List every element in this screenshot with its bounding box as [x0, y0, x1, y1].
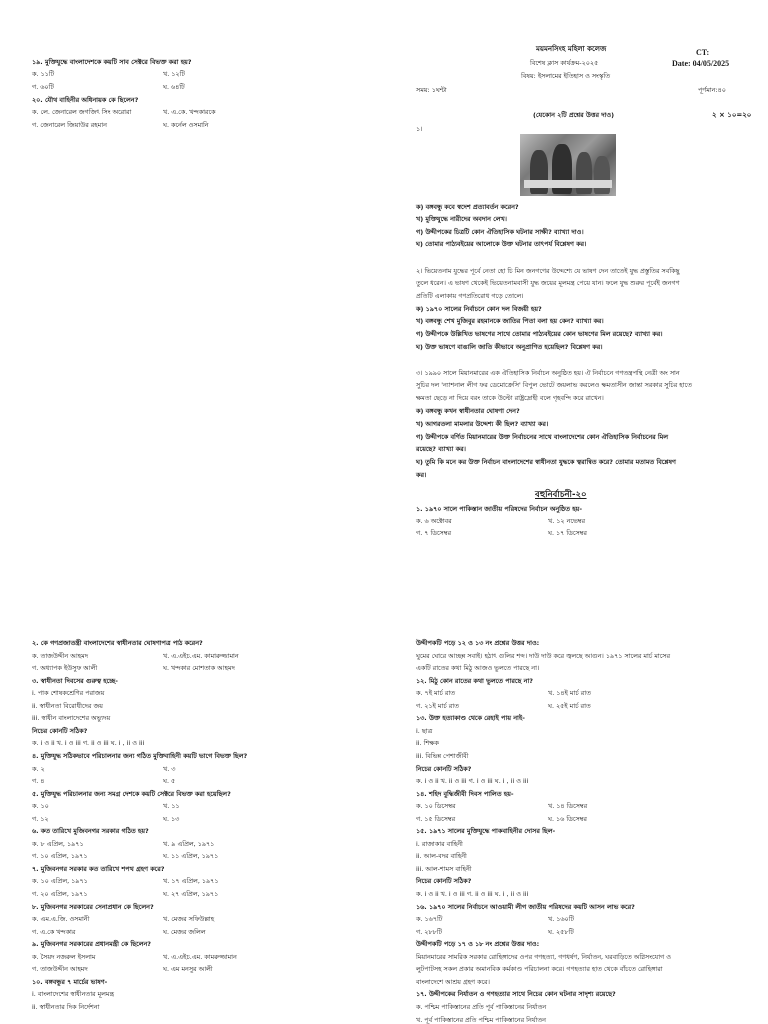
option-line: গ. ২০ এপ্রিল, ১৯৭১ [32, 890, 88, 898]
option-line: iii. বিভিন্ন পেশাজীবী [416, 751, 469, 760]
creative-q3-d-cont: কর। [416, 471, 427, 479]
option-line: iii. আল-শামস বাহিনী [416, 864, 472, 873]
creative-q2-b: খ) বঙ্গবন্ধু শেখ মুজিবুর রহমানকে জাতির পিতা বলা হয় কেন? ব্যাখ্যা কর। [416, 317, 604, 325]
option-line: ঘুমের ঘোরে আচ্ছন্ন সবাই। হঠাৎ গুলির শব্দ। দাউ দাউ করে জ্বলছে আগুন। ১৯৭১ সালের মার্চ মাসের [416, 651, 671, 660]
option-line: গ. এ.কে খন্দকার [32, 927, 76, 936]
option-line: ঘ. ১৩ [163, 814, 180, 823]
creative-q1-number: ১। [416, 125, 423, 133]
option-line: খ. ১৬০টি [548, 915, 575, 924]
creative-q2-stem-line: তুলে ধরেন। এ ভাষণ থেকেই ভিয়েতনামবাসী যুদ্ধ জয়ের মূলমন্ত্র পেয়ে যান। ফলে যুদ্ধ শুরুর পূর্বেই জনগণ [416, 279, 680, 287]
creative-q3-b: খ) আগরতলা মামলার উদ্দেশ্য কী ছিল? ব্যাখ্যা কর। [416, 420, 549, 428]
option-line: ক. ৮ এপ্রিল, ১৯৭১ [32, 839, 84, 848]
option-line: খ. ১১ [163, 802, 180, 811]
creative-q3-stem-line: সুচির দল 'ন্যাশনাল লীগ ফর ডেমোক্রেসি' বিপুল ভোটে জয়লাভ করলেও ক্ষমতাসীন জান্তা সরকার সুচির হাতে [416, 381, 692, 389]
option-line: খ. এ.এইচ.এম. কামরুজ্জামান [163, 952, 237, 961]
option-line: ক. এম.এ.জি. ওসমানী [32, 915, 90, 924]
subject-name: বিষয়: ইসলামের ইতিহাস ও সংস্কৃতি [521, 72, 611, 80]
ct-label: CT: [696, 48, 710, 57]
mcq-20-option-d: ঘ. কর্নেল ওসমানি [163, 121, 209, 129]
creative-q2-d: ঘ) উক্ত ভাষণে বাঙালি জাতি কীভাবে অনুপ্রাণিত হয়েছিল? বিশ্লেষণ কর। [416, 343, 603, 351]
option-line: iii. স্বাধীন বাংলাদেশের অভ্যুদয় [32, 714, 111, 723]
question-line: নিচের কোনটি সঠিক? [416, 764, 472, 773]
mcq-20-question: ২০. যৌথ বাহিনীর অধিনায়ক কে ছিলেন? [32, 96, 139, 104]
option-line: ঘ. ২৭ এপ্রিল, ১৯৭১ [163, 890, 219, 898]
creative-q2-a: ক) ১৯৭০ সালের নির্বাচনে কোন দল বিজয়ী হয়? [416, 305, 542, 313]
question-line: উদ্দীপকটি পড়ে ১৭ ও ১৮ নং প্রশ্নের উত্তর দাও: [416, 940, 540, 949]
option-line: গ. ২৮৮টি [416, 927, 443, 936]
option-line: ক. i ও ii খ. i ও iii গ. ii ও iii ঘ. i , ii ও iii [416, 890, 529, 898]
exam-time: সময়: ১ঘন্টা [416, 86, 447, 94]
option-line: ঘ. ২৫ই মার্চ রাত [548, 701, 591, 710]
option-line: খ. ১৪ ডিসেম্বর [548, 802, 588, 811]
question-line: ১০. বঙ্গবন্ধুর ৭ মার্চের ভাষণ- [32, 977, 108, 986]
bottom-right-mcq-column [416, 639, 761, 1024]
option-line: লুটপাটসহ সকল প্রকার অমানবিক কর্মকাণ্ড পরিচালনা করে। গণহত্যার হাত থেকে বাঁচতে রোহিঙ্গারা [416, 965, 663, 974]
option-line: ক. ১০ ডিসেম্বর [416, 802, 456, 811]
historical-photo [520, 134, 616, 196]
mcq-19-option-d: ঘ. ৬৪টি [163, 83, 185, 91]
creative-q3-stem-line: ৩। ১৯৯০ সালে মিয়ানমারের এক ঐতিহাসিক নির্বাচন অনুষ্ঠিত হয়। ঐ নির্বাচনে গণতন্ত্রপন্থি নেত্রী অং সান [416, 369, 680, 377]
question-line: ৪. মুক্তিযুদ্ধ সঠিকভাবে পরিচালনার জন্য গঠিত মুক্তিবাহিনী কয়টি ভাগে বিভক্ত ছিল? [32, 751, 248, 760]
question-line: ৩. স্বাধীনতা দিবসের গুরুত্ব হচ্ছে- [32, 676, 118, 685]
option-line: ক. ২ [32, 764, 45, 773]
creative-q3-c: গ) উদ্দীপকে বর্ণিত মিয়ানমারের উক্ত নির্বাচনের সাথে বাংলাদেশের কোন ঐতিহাসিক নির্বাচনের মিল [416, 433, 669, 441]
question-line: ১৪. শহিদ বুদ্ধিজীবী দিবস পালিত হয়- [416, 789, 514, 798]
option-line: গ. ২১ই মার্চ রাত [416, 701, 459, 710]
creative-q1-d: ঘ) তোমার পাঠ্যবইয়ের আলোকে উক্ত ঘটনার তাৎপর্য বিশ্লেষণ কর। [416, 240, 587, 248]
mcq-20-option-b: খ. এ.কে. খন্দকারকে [163, 108, 216, 116]
creative-q2-stem-line: প্রতিটি এলাকায় গণপ্রতিরোধ গড়ে তোলে। [416, 292, 524, 300]
option-line: ii. স্বাধীনতার দিক নির্দেশনা [32, 1002, 100, 1011]
bottom-left-mcq-column [32, 640, 392, 1020]
option-line: গ. অধ্যাপক ইউসুফ আলী [32, 664, 98, 673]
creative-q3-d: ঘ) তুমি কি মনে কর উক্ত নির্বাচন বাংলাদেশের স্বাধীনতা যুদ্ধকে ত্বরান্বিত করে? তোমার মতামত বিশ্লেষণ [416, 458, 676, 466]
option-line: ঘ. ১৬ ডিসেম্বর [548, 814, 587, 823]
option-line: একটি রাতের কথা মিঠু আজও ভুলতে পারছে না। [416, 664, 540, 673]
creative-marks: ২ × ১০=২০ [712, 111, 752, 119]
option-line: খ. ৩ [163, 764, 176, 773]
mcq-19-question: ১৯. মুক্তিযুদ্ধে বাংলাদেশকে কয়টি সাব সেক্টরে বিভক্ত করা হয়? [32, 58, 192, 66]
option-line: ঘ. এম মনসুর আলী [163, 965, 213, 974]
option-line: খ. মেজর সফিউল্লাহ [163, 915, 215, 924]
mcq-section-title: বহুনির্বাচনী-২০ [535, 490, 587, 500]
creative-q1-c: গ) উদ্দীপকের চিত্রটি কোন ঐতিহাসিক ঘটনার সাক্ষী? ব্যাখ্যা দাও। [416, 228, 584, 236]
option-line: ক. ১০ এপ্রিল, ১৯৭১ [32, 877, 88, 886]
question-line: ১৭. উদ্দীপকের নির্যাতন ও গণহত্যার সাথে নিচের কোন ঘটনার সাদৃশ্য রয়েছে? [416, 990, 616, 999]
option-line: i. পাক শোষকশ্রেণির পরাজয় [32, 689, 105, 698]
photo-figure [594, 156, 610, 194]
creative-q2-stem-line: ২। ভিয়েতনাম যুদ্ধের পূর্বে নেতা হো চি মিন জনগণের উদ্দেশ্যে যে ভাষণ দেন তাতেই যুদ্ধ প্রস্তুতির সবকিছু [416, 267, 680, 275]
option-line: গ. ৪ [32, 777, 45, 786]
option-line: i. রাজাকার বাহিনী [416, 839, 463, 848]
option-line: ii. স্বাধীনতা বিরোধীদের জয় [32, 701, 103, 710]
option-line: i. ছাত্র [416, 726, 433, 735]
mcq-19-option-a: ক. ১১টি [32, 70, 55, 78]
creative-q1-b: খ) মুক্তিযুদ্ধে নারীদের অবদান লেখ। [416, 215, 507, 223]
option-line: ক. সৈয়দ নজরুল ইসলাম [32, 952, 96, 961]
creative-q2-c: গ) উদ্দীপকে উল্লিখিত ভাষণের সাথে তোমার পাঠ্যবইয়ের কোন ভাষণের মিল রয়েছে? ব্যাখ্যা কর। [416, 330, 663, 338]
mcq-1-option-b: খ. ১২ নভেম্বর [548, 517, 586, 525]
option-line: ঘ. মেজর জলিল [163, 927, 206, 936]
option-line: খ. ১৭ এপ্রিল, ১৯৭১ [163, 877, 219, 886]
college-name: ময়মনসিংহ মহিলা কলেজ [536, 45, 607, 53]
option-line: খ. এ.এইচ.এম. কামারুজ্জামান [163, 651, 239, 660]
option-line: খ. ৯ এপ্রিল, ১৯৭১ [163, 839, 215, 848]
question-line: ১২. মিঠু কোন রাতের কথা ভুলতে পারছে না? [416, 676, 533, 685]
option-line: ক. i ও ii খ. ii ও iii গ. i ও iii ঘ. i , ii ও iii [416, 777, 529, 786]
exam-date: Date: 04/05/2025 [672, 59, 730, 68]
full-marks: পূর্ণমান:৪০ [698, 86, 726, 94]
option-line: মিয়ানমারের সামরিক সরকার রোহিঙ্গাদের ওপর গণহত্যা, গণধর্ষণ, নির্যাতন, ঘরবাড়িতে অগ্নিসংযোগ ও [416, 952, 671, 961]
mcq-20-option-a: ক. লে. জেনারেল জগজিৎ সিং অরোরা [32, 108, 132, 116]
question-line: ১৫. ১৯৭১ সালের মুক্তিযুদ্ধে পাকবাহিনীর দোসর ছিল- [416, 827, 556, 836]
mcq-1-question: ১. ১৯৭০ সালে পাকিস্তান জাতীয় পরিষদের নির্বাচন অনুষ্ঠিত হয়- [416, 505, 582, 513]
mcq-20-option-c: গ. জেনারেল জিয়াউর রহমান [32, 121, 107, 129]
option-line: ঘ. খন্দকার মোশতাক আহমদ [163, 664, 235, 673]
photo-table [524, 180, 612, 188]
question-line: ২. কে গণপ্রজাতন্ত্রী বাংলাদেশের স্বাধীনতার ঘোষণাপত্র পাঠ করেন? [32, 639, 203, 647]
mcq-19-option-c: গ. ৬০টি [32, 83, 54, 91]
question-line: ৫. মুক্তিযুদ্ধ পরিচালনার জন্য সমগ্র দেশকে কয়টি সেক্টরে বিভক্ত করা হয়েছিল? [32, 789, 231, 798]
creative-q1-a: ক) বঙ্গবন্ধু কবে স্বদেশ প্রত্যাবর্তন করেন? [416, 203, 519, 211]
question-line: ৭. মুজিবনগর সরকার কত তারিখে শপথ গ্রহণ করে? [32, 864, 165, 873]
option-line: ক. ৭ই মার্চ রাত [416, 689, 456, 698]
creative-q3-c-cont: রয়েছে? ব্যাখ্যা কর। [416, 445, 466, 453]
question-line: নিচের কোনটি সঠিক? [32, 726, 88, 735]
option-line: গ. ১০ এপ্রিল, ১৯৭১ [32, 852, 88, 861]
question-line: ৯. মুজিবনগর সরকারের প্রধানমন্ত্রী কে ছিলেন? [32, 940, 151, 949]
question-line: ৮. মুজিবনগর সরকারের সেনাপ্রধান কে ছিলেন? [32, 902, 154, 911]
mcq-19-option-b: খ. ১২টি [163, 70, 185, 78]
creative-q3-stem-line: ক্ষমতা ছেড়ে না দিয়ে বরং তাকে উল্টো রাষ্ট্রদ্রোহী বলে গৃহবন্দি করে রাখেন। [416, 394, 604, 402]
question-line: নিচের কোনটি সঠিক? [416, 877, 472, 886]
question-line: ৬. কত তারিখে মুজিবনগর সরকার গঠিত হয়? [32, 827, 149, 836]
creative-q3-a: ক) বঙ্গবন্ধু কখন স্বাধীনতার ঘোষণা দেন? [416, 407, 520, 415]
creative-instruction: (যেকোন ২টি প্রশ্নের উত্তর দাও) [533, 111, 615, 119]
option-line: গ. তাজউদ্দীন আহমদ [32, 965, 88, 974]
option-line: ঘ. ৫ [163, 777, 176, 786]
option-line: ঘ. ২৫৮টি [548, 927, 574, 936]
option-line: i. বাংলাদেশের স্বাধীনতার মূলমন্ত্র [32, 990, 114, 999]
option-line: ii. শিক্ষক [416, 739, 439, 748]
mcq-1-option-a: ক. ৬ অক্টোবর [416, 517, 452, 525]
question-line: ১৩. উক্ত হত্যাকাণ্ড থেকে রেহাই পায় নাই- [416, 714, 525, 723]
option-line: ঘ. ১১ এপ্রিল, ১৯৭১ [163, 852, 219, 861]
option-line: বাংলাদেশে আশ্রয় গ্রহণ করে। [416, 977, 490, 986]
option-line: ক. i ও ii খ. i ও iii গ. ii ও iii ঘ. i , ii ও iii [32, 739, 145, 748]
option-line: ii. আল-বদর বাহিনী [416, 852, 467, 861]
option-line: ক. তাজউদ্দীন আহমদ [32, 651, 88, 660]
option-line: গ. ১২ [32, 814, 49, 823]
option-line: ক. ১০ [32, 802, 49, 811]
option-line: ক. ১৬৭টি [416, 915, 443, 924]
mcq-1-option-d: ঘ. ১৭ ডিসেম্বর [548, 529, 587, 537]
option-line: ক. পশ্চিম পাকিস্তানের প্রতি পূর্ব পাকিস্তানের নির্যাতন [416, 1002, 547, 1011]
mcq-1-option-c: গ. ৭ ডিসেম্বর [416, 529, 452, 537]
option-line: গ. ১৫ ডিসেম্বর [416, 814, 456, 823]
question-line: উদ্দীপকটি পড়ে ১২ ও ১৩ নং প্রশ্নের উত্তর দাও: [416, 639, 540, 647]
question-line: ১৬. ১৯৭০ সালের নির্বাচনে আওয়ামী লীগ জাতীয় পরিষদের কয়টি আসন লাভ করে? [416, 902, 635, 911]
option-line: খ. ১৪ই মার্চ রাত [548, 689, 591, 698]
program-name: বিশেষ ক্লাস কার্যক্রম-২০২৫ [530, 59, 599, 67]
option-line: খ. পূর্ব পাকিস্তানের প্রতি পশ্চিম পাকিস্তানের নির্যাতন [416, 1015, 546, 1024]
